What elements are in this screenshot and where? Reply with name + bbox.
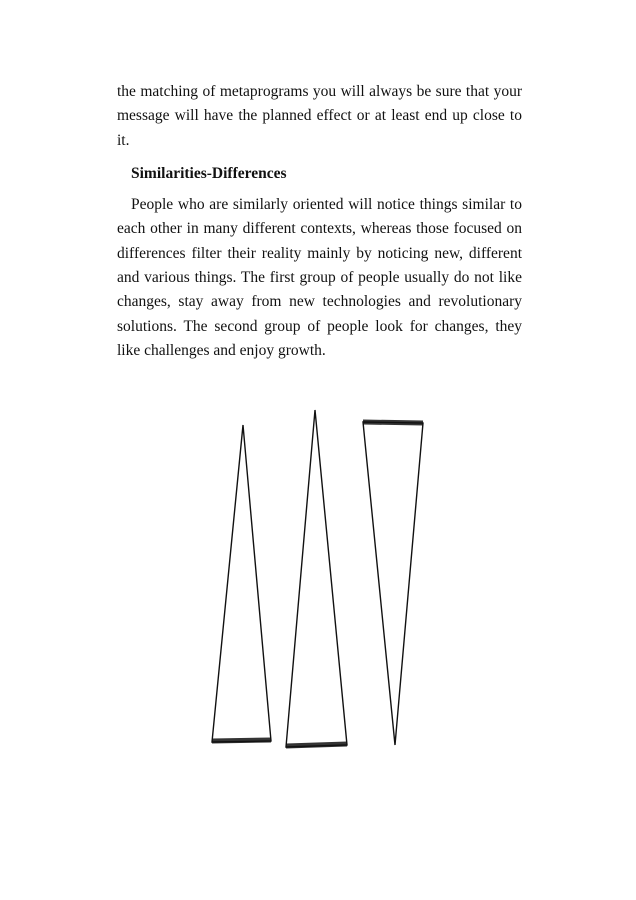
triangles-figure [200, 400, 440, 760]
triangle-three [363, 422, 423, 745]
three-triangles-illustration [200, 400, 440, 760]
intro-paragraph: the matching of metaprograms you will always be sure that your message will have the planned effect or at least end up close to it. [117, 83, 522, 149]
page-text-block [117, 80, 522, 363]
section-heading: Similarities-Differences [131, 164, 287, 182]
triangle-two [286, 410, 347, 747]
triangle-one [212, 425, 271, 742]
body-paragraph: People who are similarly oriented will notice things similar to each other in many different contexts, whereas those focused on differences filter their reality mainly by noticing new, different and various things. The first group of people usually do not like changes, stay away from new technologies and revolutionary solutions. The second group of people look for changes, they like challenges and enjoy growth. [117, 196, 522, 359]
